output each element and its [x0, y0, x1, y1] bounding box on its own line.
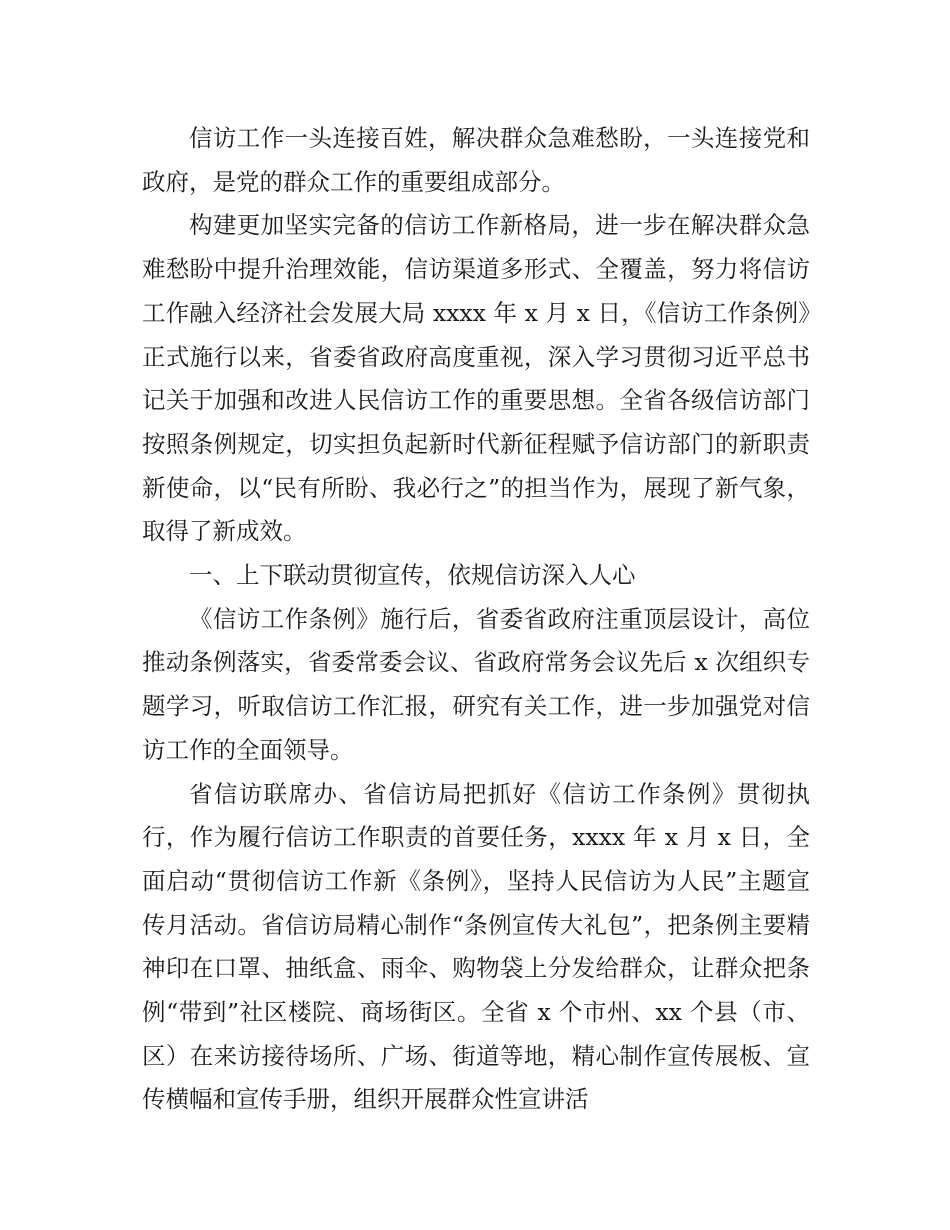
section-heading-1: 一、上下联动贯彻宣传，依规信访深入人心 — [189, 561, 636, 590]
paragraph-intro: 信访工作一头连接百姓，解决群众急难愁盼，一头连接党和政府，是党的群众工作的重要组成部分。 — [142, 124, 810, 196]
paragraph-publicity-campaign: 省信访联席办、省信访局把抓好《信访工作条例》贯彻执行，作为履行信访工作职责的首要任务，xxxx 年 x 月 x 日，全面启动“贯彻信访工作新《条例》，坚持人民信访为人民”主题宣传月活动。省信访局精心制作“条例宣传大礼包”，把条例主要精神印在口罩、抽纸盒、雨伞、购物袋上分发给群众，让群众把条例“带到”社区楼院、商场街区。全省 x 个市州、xx 个县（市、区）在来访接待场所、广场、街道等地，精心制作宣传展板、宣传横幅和宣传手册，组织开展群众性宣讲活 — [142, 779, 810, 1114]
paragraph-top-level-design: 《信访工作条例》施行后，省委省政府注重顶层设计，高位推动条例落实，省委常委会议、省政府常务会议先后 x 次组织专题学习，听取信访工作汇报，研究有关工作，进一步加强党对信访工作的全面领导。 — [142, 604, 810, 764]
document-body — [142, 117, 810, 1122]
paragraph-new-pattern: 构建更加坚实完备的信访工作新格局，进一步在解决群众急难愁盼中提升治理效能，信访渠道多形式、全覆盖，努力将信访工作融入经济社会发展大局 xxxx 年 x 月 x 日，《信访工作条例》正式施行以来，省委省政府高度重视，深入学习贯彻习近平总书记关于加强和改进人民信访工作的重要思想。全省各级信访部门按照条例规定，切实担负起新时代新征程赋予信访部门的新职责新使命，以“民有所盼、我必行之”的担当作为，展现了新气象，取得了新成效。 — [142, 211, 810, 546]
